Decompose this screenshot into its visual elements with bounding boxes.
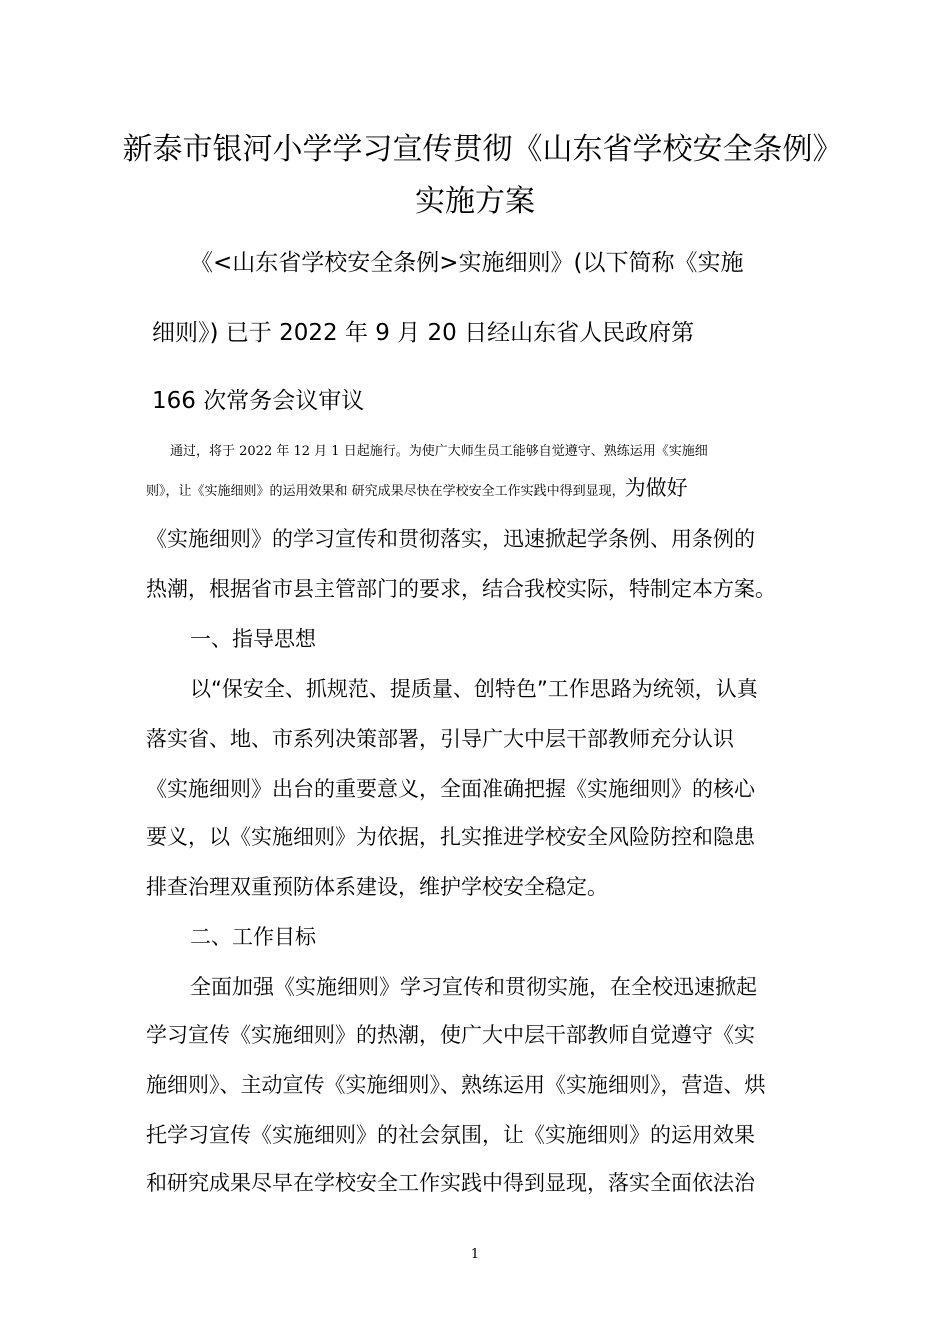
- paragraph-1-line-2: 热潮，根据省市县主管部门的要求，结合我校实际，特制定本方案。: [146, 577, 776, 601]
- document-title: 新泰市银河小学学习宣传贯彻《山东省学校安全条例》实施方案: [122, 132, 828, 219]
- intro-line-3: 166 次常务会议审议: [152, 388, 365, 414]
- small-text-line-1: 通过，将于 2022 年 12 月 1 日起施行。为使广大师生员工能够自觉遵守、熟练运用《实施细: [170, 444, 708, 459]
- section-1-line-1: 以“保安全、抓规范、提质量、创特色”工作思路为统领，认真: [190, 677, 758, 701]
- section-2-line-5: 和研究成果尽早在学校安全工作实践中得到显现，落实全面依法治: [146, 1171, 755, 1195]
- small-text-line-2-body: 则》，让《实施细则》的运用效果和 研究成果尽快在学校安全工作实践中得到显现，: [146, 484, 625, 499]
- section-2-line-4: 托学习宣传《实施细则》的社会氛围，让《实施细则》的运用效果: [146, 1123, 755, 1147]
- small-text-line-2-tail: 为做好: [624, 476, 688, 500]
- section-1-line-3: 《实施细则》出台的重要意义，全面准确把握《实施细则》的核心: [146, 777, 755, 801]
- intro-line-1: 《<山东省学校安全条例>实施细则》(以下简称《实施: [190, 250, 744, 276]
- small-text-line-2: [146, 478, 688, 502]
- section-2-line-3: 施细则》、主动宣传《实施细则》、熟练运用《实施细则》，营造、烘: [146, 1073, 766, 1097]
- page-number: 1: [470, 1247, 480, 1262]
- section-2-line-1: 全面加强《实施细则》学习宣传和贯彻实施，在全校迅速掀起: [190, 975, 757, 999]
- section-2-heading: 二、工作目标: [190, 925, 316, 949]
- section-1-line-4: 要义，以《实施细则》为依据，扎实推进学校安全风险防控和隐患: [146, 825, 755, 849]
- intro-line-2: 细则》) 已于 2022 年 9 月 20 日经山东省人民政府第: [152, 320, 695, 346]
- section-2-line-2: 学习宣传《实施细则》的热潮，使广大中层干部教师自觉遵守《实: [146, 1023, 755, 1047]
- section-1-line-5: 排查治理双重预防体系建设，维护学校安全稳定。: [146, 875, 608, 899]
- section-1-line-2: 落实省、地、市系列决策部署，引导广大中层干部教师充分认识: [146, 727, 734, 751]
- paragraph-1-line-1: 《实施细则》的学习宣传和贯彻落实，迅速掀起学条例、用条例的: [146, 527, 755, 551]
- section-1-heading: 一、指导思想: [190, 627, 316, 651]
